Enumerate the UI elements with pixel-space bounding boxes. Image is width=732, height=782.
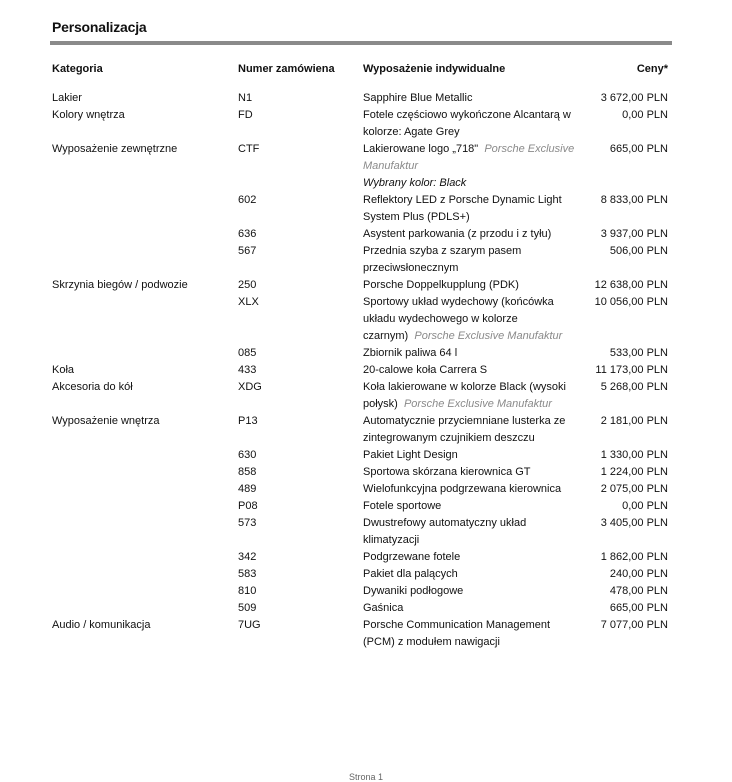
row-price: 3 937,00 PLN (600, 228, 668, 240)
header-price: Ceny* (636, 63, 668, 75)
row-equipment-text: 20-calowe koła Carrera S (363, 364, 488, 376)
row-equipment (363, 243, 581, 277)
row-exclusive-label: Porsche Exclusive Manufaktur (414, 330, 563, 342)
table-row (52, 464, 668, 481)
row-equipment-text: Pakiet Light Design (363, 449, 458, 461)
row-equipment (363, 447, 581, 464)
row-note: Wybrany kolor: Black (363, 177, 467, 189)
row-order-number: 602 (238, 194, 257, 206)
row-equipment (363, 498, 581, 515)
table-row (52, 362, 668, 379)
row-equipment-text: Dywaniki podłogowe (363, 585, 464, 597)
row-equipment (363, 549, 581, 566)
table-row (52, 413, 668, 447)
header-equipment: Wyposażenie indywidualne (363, 63, 506, 75)
row-equipment-text: Asystent parkowania (z przodu i z tyłu) (363, 228, 552, 240)
row-equipment-text: Lakierowane logo „718" (363, 143, 479, 155)
row-equipment (363, 277, 581, 294)
row-equipment-text: Porsche Communication Management (PCM) z modułem nawigacji (363, 619, 551, 648)
row-equipment (363, 515, 581, 549)
row-equipment (363, 141, 581, 192)
row-price: 240,00 PLN (609, 568, 668, 580)
table-row (52, 90, 668, 107)
row-order-number: 509 (238, 602, 257, 614)
table-row (52, 617, 668, 651)
row-equipment-text: Sapphire Blue Metallic (363, 92, 473, 104)
row-price: 0,00 PLN (622, 109, 668, 121)
row-price: 11 173,00 PLN (595, 364, 668, 376)
row-equipment-text: Sportowa skórzana kierownica GT (363, 466, 531, 478)
row-equipment-text: Podgrzewane fotele (363, 551, 461, 563)
row-category: Wyposażenie zewnętrzne (52, 143, 178, 155)
table-row (52, 481, 668, 498)
row-price: 506,00 PLN (609, 245, 668, 257)
table-row (52, 447, 668, 464)
table-row (52, 345, 668, 362)
row-price: 478,00 PLN (609, 585, 668, 597)
row-equipment-text: Porsche Doppelkupplung (PDK) (363, 279, 519, 291)
page-footer: Strona 1 (348, 772, 384, 782)
row-price: 1 224,00 PLN (600, 466, 668, 478)
table-header (52, 63, 668, 79)
table-row (52, 515, 668, 549)
row-category: Lakier (52, 92, 82, 104)
row-category: Kolory wnętrza (52, 109, 125, 121)
row-equipment-text: Zbiornik paliwa 64 l (363, 347, 458, 359)
row-category: Akcesoria do kół (52, 381, 133, 393)
row-order-number: 342 (238, 551, 257, 563)
header-category: Kategoria (52, 63, 103, 75)
row-order-number: 810 (238, 585, 257, 597)
table-row (52, 141, 668, 192)
table-row (52, 600, 668, 617)
table-row (52, 583, 668, 600)
table-row (52, 379, 668, 413)
row-equipment (363, 464, 581, 481)
row-equipment-text: Wielofunkcyjna podgrzewana kierownica (363, 483, 562, 495)
row-equipment (363, 192, 581, 226)
table-row (52, 294, 668, 345)
row-price: 1 330,00 PLN (600, 449, 668, 461)
row-price: 665,00 PLN (609, 143, 668, 155)
table-row (52, 498, 668, 515)
row-order-number: XDG (238, 381, 262, 393)
table-row (52, 549, 668, 566)
row-exclusive-label: Porsche Exclusive Manufaktur (403, 398, 552, 410)
row-price: 3 672,00 PLN (600, 92, 668, 104)
row-price: 2 075,00 PLN (600, 483, 668, 495)
row-order-number: N1 (238, 92, 253, 104)
row-category: Audio / komunikacja (52, 619, 151, 631)
row-price: 12 638,00 PLN (594, 279, 668, 291)
row-equipment-text: Pakiet dla palących (363, 568, 458, 580)
row-price: 7 077,00 PLN (600, 619, 668, 631)
header-order-number: Numer zamówiena (238, 63, 335, 75)
row-price: 533,00 PLN (609, 347, 668, 359)
row-price: 3 405,00 PLN (600, 517, 668, 529)
row-price: 5 268,00 PLN (600, 381, 668, 393)
table-row (52, 107, 668, 141)
row-equipment-text: Sportowy układ wydechowy (końcówka układu wydechowego w kolorze czarnym) (363, 296, 554, 342)
row-order-number: 636 (238, 228, 257, 240)
row-order-number: 573 (238, 517, 257, 529)
row-equipment (363, 566, 581, 583)
row-order-number: FD (238, 109, 253, 121)
row-price: 665,00 PLN (609, 602, 668, 614)
row-price: 8 833,00 PLN (600, 194, 668, 206)
row-equipment-text: Dwustrefowy automatyczny układ klimatyzacji (363, 517, 527, 546)
row-equipment (363, 413, 581, 447)
page-title: Personalizacja (52, 19, 147, 35)
row-order-number: 433 (238, 364, 257, 376)
row-exclusive-label: Porsche Exclusive Manufaktur (363, 143, 575, 172)
row-order-number: 567 (238, 245, 257, 257)
row-price: 10 056,00 PLN (594, 296, 668, 308)
row-order-number: P13 (238, 415, 258, 427)
row-equipment (363, 107, 581, 141)
row-price: 1 862,00 PLN (600, 551, 668, 563)
row-price: 2 181,00 PLN (600, 415, 668, 427)
row-order-number: P08 (238, 500, 258, 512)
row-category: Skrzynia biegów / podwozie (52, 279, 188, 291)
title-divider (50, 41, 672, 45)
row-equipment (363, 617, 581, 651)
row-equipment (363, 362, 581, 379)
row-equipment (363, 379, 581, 413)
table-row (52, 566, 668, 583)
row-order-number: 250 (238, 279, 257, 291)
table-row (52, 243, 668, 277)
row-equipment (363, 90, 581, 107)
row-category: Wyposażenie wnętrza (52, 415, 160, 427)
row-equipment-text: Gaśnica (363, 602, 404, 614)
table-row (52, 226, 668, 243)
row-equipment (363, 600, 581, 617)
table-row (52, 277, 668, 294)
table-row (52, 192, 668, 226)
row-order-number: CTF (238, 143, 260, 155)
row-equipment (363, 583, 581, 600)
row-order-number: 489 (238, 483, 257, 495)
row-order-number: XLX (238, 296, 259, 308)
row-equipment-text: Przednia szyba z szarym pasem przeciwsłonecznym (363, 245, 522, 274)
row-price: 0,00 PLN (622, 500, 668, 512)
row-order-number: 583 (238, 568, 257, 580)
row-order-number: 7UG (238, 619, 261, 631)
row-category: Koła (52, 364, 75, 376)
row-order-number: 630 (238, 449, 257, 461)
row-equipment (363, 294, 581, 345)
row-order-number: 085 (238, 347, 257, 359)
row-order-number: 858 (238, 466, 257, 478)
options-table (52, 90, 668, 651)
row-equipment-text: Koła lakierowane w kolorze Black (wysoki połysk) (363, 381, 566, 410)
row-equipment (363, 226, 581, 243)
row-equipment-text: Reflektory LED z Porsche Dynamic Light System Plus (PDLS+) (363, 194, 562, 223)
row-equipment-text: Automatycznie przyciemniane lusterka ze zintegrowanym czujnikiem deszczu (363, 415, 566, 444)
row-equipment (363, 481, 581, 498)
row-equipment (363, 345, 581, 362)
row-equipment-text: Fotele sportowe (363, 500, 442, 512)
row-equipment-text: Fotele częściowo wykończone Alcantarą w kolorze: Agate Grey (363, 109, 571, 138)
